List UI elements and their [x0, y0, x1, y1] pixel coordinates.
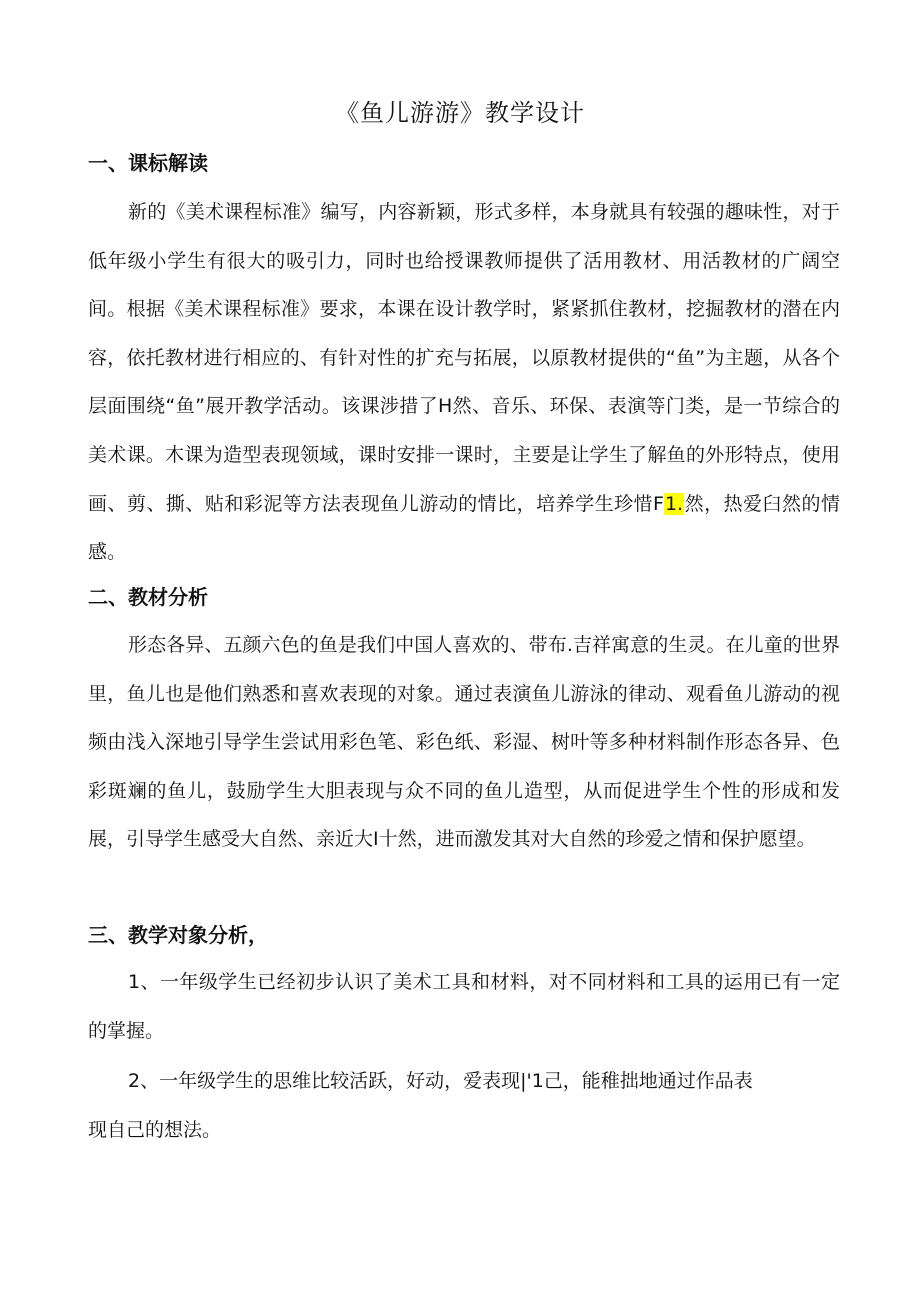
section-2-paragraph: 形态各异、五颜六色的鱼是我们中国人喜欢的、带布.吉祥寓意的生灵。在儿童的世界里，鱼儿也是他们熟悉和喜欢表现的对象。通过表演鱼儿游泳的律动、观看鱼儿游动的视频由浅入深地引导学生尝试用彩色笔、彩色纸、彩湿、树叶等多种材料制作形态各异、色彩斑斓的鱼儿，鼓励学生大胆表现与众不同的鱼儿造型，从而促进学生个性的形成和发展，引导学生感受大自然、亲近大I十然，进而激发其对大自然的珍爱之情和保护愿望。 — [88, 634, 840, 851]
section-heading-3: 三、教学对象分析， — [88, 923, 268, 947]
section-1-paragraph — [88, 188, 840, 577]
list-item-2: 2、一年级学生的思维比较活跃，好动，爱表现|'1己，能稚拙地通过作品表 — [128, 1070, 753, 1092]
section-heading-2: 二、教材分析 — [88, 585, 208, 609]
list-item-1: 1、一年级学生已经初步认识了美术工具和材料，对不同材料和工具的运用已有一定的掌握。 — [88, 971, 840, 1042]
section-heading-1: 一、课标解读 — [88, 151, 208, 175]
highlighted-text: 1. — [664, 492, 684, 515]
paragraph-text: 新的《美术课程标准》编写，内容新颖，形式多样，本身就具有较强的趣味性，对于低年级小学生有很大的吸引力，同时也给授课教师提供了活用教材、用活教材的广阔空间。根据《美术课程标准》要求，本课在设计教学时，紧紧抓住教材，挖掘教材的潜在内容，依托教材进行相应的、有针对性的扩充与拓展，以原教材提供的“鱼”为主题，从各个层面围绕“鱼”展开教学活动。该课涉措了H然、音乐、环保、表演等门类，是一节综合的美术课。木课为造型表现领域，课时安排一课时，主要是让学生了解鱼的外形特点，使用画、剪、撕、贴和彩泥等方法表现鱼儿游动的情比，培养学生珍惜F — [88, 201, 840, 515]
document-title: 《鱼儿游游》教学设计 — [335, 99, 585, 127]
list-item-2-continuation: 现自己的想法。 — [88, 1119, 222, 1141]
paragraph-text-end: 然，热爱臼然的情感。 — [88, 492, 840, 564]
